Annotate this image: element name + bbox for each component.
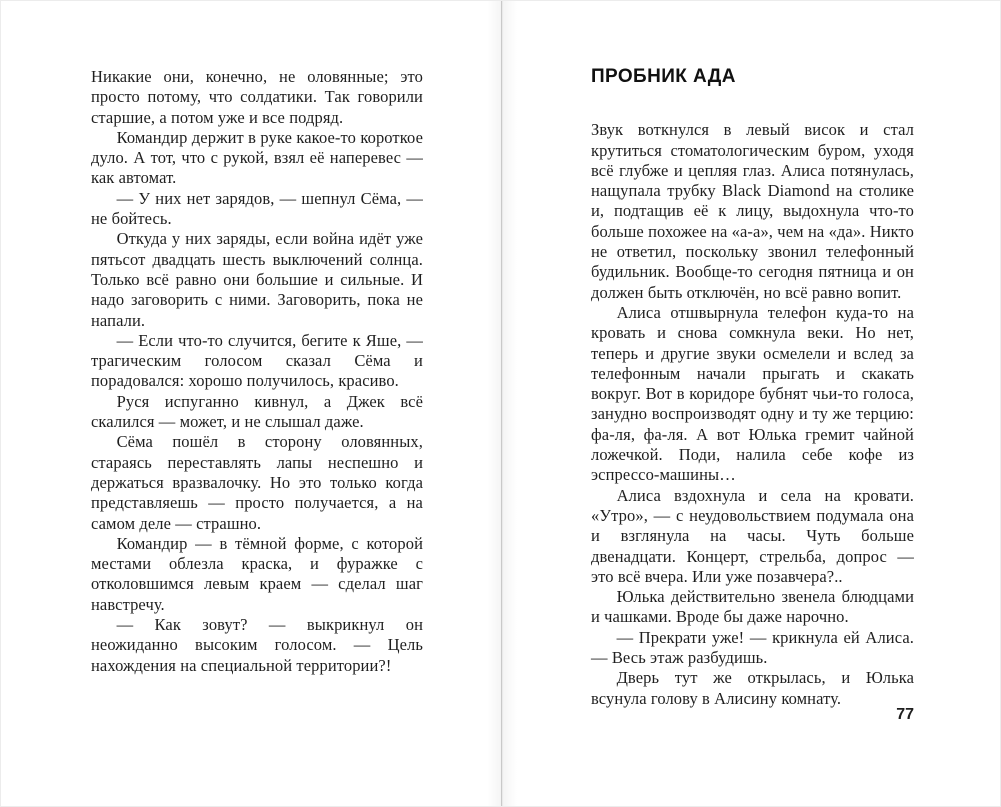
paragraph: — Если что-то случится, бегите к Яше, — трагическим голосом сказал Сёма и порадовался: хорошо получилось, красиво. <box>91 330 423 391</box>
paragraph: Алиса вздохнула и села на кровати. «Утро», — с неудовольствием подумала она и взглянула на часы. Чуть больше двенадцати. Концерт, стрельба, допрос — это всё вчера. Или уже позавчера?.. <box>591 485 914 586</box>
left-page-text-column <box>91 67 423 676</box>
paragraph: Юлька действительно звенела блюдцами и чашками. Вроде бы даже нарочно. <box>591 587 914 627</box>
paragraph: — Прекрати уже! — крикнула ей Алиса. — Весь этаж разбудишь. <box>591 627 914 668</box>
right-page-text-column <box>591 67 914 709</box>
paragraph: Командир держит в руке какое-то короткое дуло. А тот, что с рукой, взял её наперевес — как автомат. <box>91 127 423 188</box>
paragraph: — У них нет зарядов, — шепнул Сёма, — не бойтесь. <box>91 188 423 229</box>
paragraph: Руся испуганно кивнул, а Джек всё скалился — может, и не слышал даже. <box>91 391 423 432</box>
paragraph: Сёма пошёл в сторону оловянных, стараясь переставлять лапы неспешно и держаться вразвалочку. Но это только когда представляешь — просто получается, а на самом деле — страшно. <box>91 432 423 533</box>
paragraph: Звук воткнулся в левый висок и стал крутиться стоматологическим буром, уходя всё глубже и цепляя глаз. Алиса потянулась, нащупала трубку Black Diamond на столике и, подтащив её к лицу, выдохнула что-то больше похожее на «а-а», чем на «да». Никто не ответил, поскольку звонил телефонный будильник. Вообще-то сегодня пятница и он должен быть отключён, но всё равно вопит. <box>591 120 914 302</box>
chapter-title: ПРОБНИК АДА <box>591 66 736 87</box>
paragraph: Дверь тут же открылась, и Юлька всунула голову в Алисину комнату. <box>591 668 914 708</box>
paragraph: Откуда у них заряды, если война идёт уже пятьсот двадцать шесть выключений солнца. Только всё равно они большие и сильные. И надо заговорить с ними. Заговорить, пока не напали. <box>91 229 423 330</box>
paragraph: Алиса отшвырнула телефон куда-то на кровать и снова сомкнула веки. Но нет, теперь и другие звуки осмелели и вслед за телефонным начали прыгать и скакать вокруг. Вот в коридоре бубнят чьи-то голоса, занудно воспроизводят одну и ту же терцию: фа-ля, фа-ля. А вот Юлька гремит чайной ложечкой. Поди, налила себе кофе из эспрессо-машины… <box>591 302 914 485</box>
left-page <box>1 1 501 807</box>
page-number: 77 <box>896 706 914 723</box>
right-page <box>502 1 1001 807</box>
paragraph: — Как зовут? — выкрикнул он неожиданно высоким голосом. — Цель нахождения на специальной территории?! <box>91 615 423 675</box>
paragraph: Командир — в тёмной форме, с которой местами облезла краска, и фуражке с отколовшимся левым краем — сделал шаг навстречу. <box>91 533 423 614</box>
paragraph: Никакие они, конечно, не оловянные; это просто потому, что солдатики. Так говорили старшие, а потом уже и все подряд. <box>91 67 423 127</box>
